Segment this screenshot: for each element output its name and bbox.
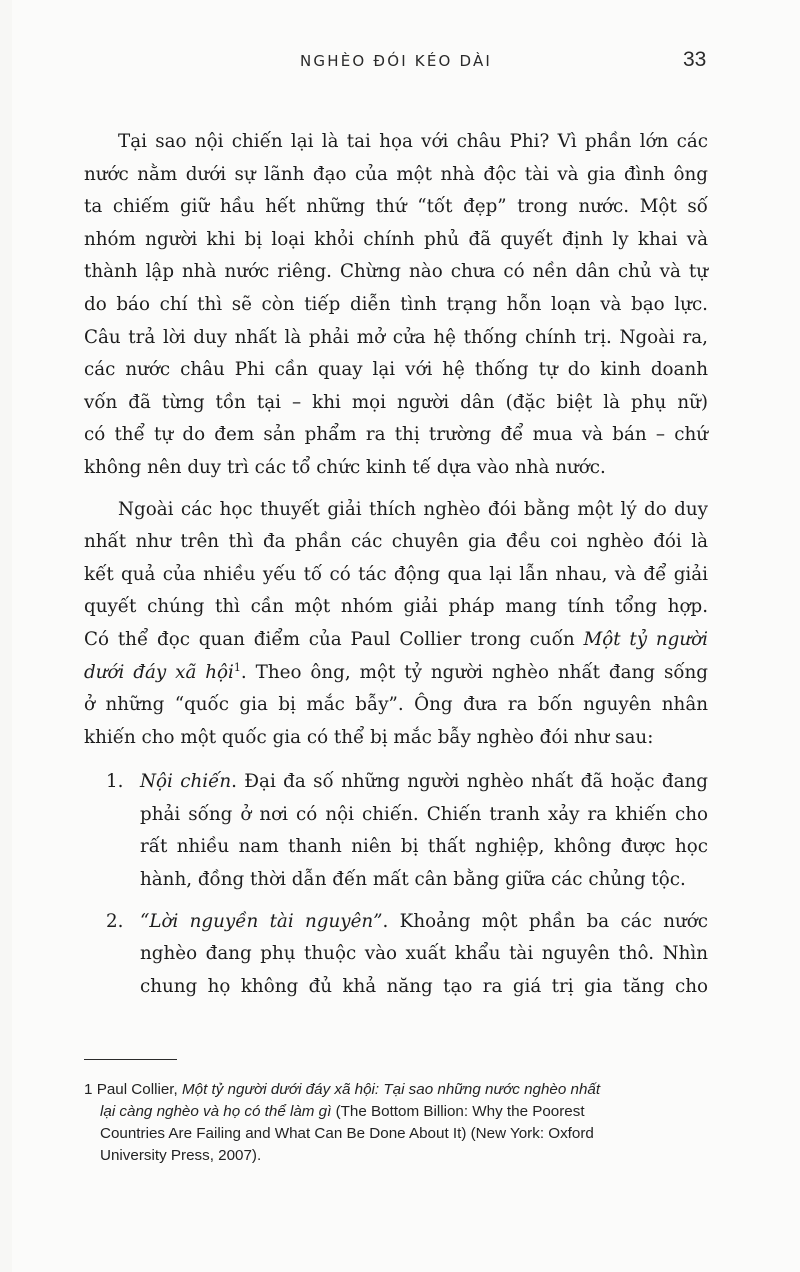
text-line: Ngoài các học thuyết giải thích nghèo đói bằng một lý do duy <box>118 498 708 520</box>
text-line: các nước châu Phi cần quay lại với hệ thống tự do kinh doanh <box>84 359 708 381</box>
running-header <box>0 48 800 78</box>
footnote-author: Paul Collier, <box>96 1081 178 1098</box>
text-segment: Có thể đọc quan điểm của Paul Collier trong cuốn <box>84 628 575 650</box>
text-line: nhất như trên thì đa phần các chuyên gia đều coi nghèo đói là <box>84 531 708 553</box>
footnote-reference[interactable]: 1 <box>233 660 241 674</box>
causes-list <box>84 766 708 1003</box>
text-segment: . Theo ông, một tỷ người nghèo nhất đang sống <box>240 661 708 683</box>
footnote-line: University Press, 2007). <box>100 1147 262 1164</box>
list-number: 2. <box>106 910 124 932</box>
text-line: nước nằm dưới sự lãnh đạo của một nhà độc tài và gia đình ông <box>84 163 708 185</box>
text-line: chung họ không đủ khả năng tạo ra giá trị gia tăng cho <box>140 975 708 997</box>
list-item <box>84 766 708 896</box>
text-line <box>84 624 708 657</box>
paragraph-2 <box>84 494 708 755</box>
text-line: Tại sao nội chiến lại là tai họa với châu Phi? Vì phần lớn các <box>118 131 708 152</box>
text-line: rất nhiều nam thanh niên bị thất nghiệp, không được học <box>140 836 708 858</box>
text-line: hành, đồng thời dẫn đến mất cân bằng giữa các chủng tộc. <box>140 869 686 891</box>
text-line: không nên duy trì các tổ chức kinh tế dựa vào nhà nước. <box>84 456 606 478</box>
body-text <box>84 126 708 1003</box>
text-line: quyết chúng thì cần một nhóm giải pháp mang tính tổng hợp. <box>84 596 708 618</box>
footnote-line <box>84 1079 714 1101</box>
text-line: phải sống ở nơi có nội chiến. Chiến tranh xảy ra khiến cho <box>140 803 708 825</box>
text-line: vốn đã từng tồn tại – khi mọi người dân (đặc biệt là phụ nữ) <box>84 391 708 413</box>
text-line: có thể tự do đem sản phẩm ra thị trường để mua và bán – chứ <box>84 424 708 446</box>
list-term: “Lời nguyền tài nguyên” <box>140 910 383 932</box>
text-line <box>140 906 708 939</box>
book-title: Một tỷ người <box>583 628 708 650</box>
footnote-title: Một tỷ người dưới đáy xã hội: Tại sao những nước nghèo nhất <box>181 1081 601 1098</box>
text-segment: . Đại đa số những người nghèo nhất đã hoặc đang <box>231 771 708 793</box>
text-line: nghèo đang phụ thuộc vào xuất khẩu tài nguyên thô. Nhìn <box>140 943 708 965</box>
text-line: do báo chí thì sẽ còn tiếp diễn tình trạng hỗn loạn và bạo lực. <box>84 293 708 315</box>
footnote-line: Countries Are Failing and What Can Be Done About It) (New York: Oxford <box>100 1125 594 1142</box>
text-segment: . Khoảng một phần ba các nước <box>382 910 709 932</box>
footnote-text: (The Bottom Billion: Why the Poorest <box>331 1103 585 1120</box>
text-line: kết quả của nhiều yếu tố có tác động qua lại lẫn nhau, và để giải <box>84 563 708 585</box>
book-title-cont: dưới đáy xã hội <box>84 661 234 683</box>
text-line: thành lập nhà nước riêng. Chừng nào chưa có nền dân chủ và tự <box>84 261 708 283</box>
footnote <box>84 1079 714 1167</box>
list-term: Nội chiến <box>140 771 232 793</box>
text-line: khiến cho một quốc gia có thể bị mắc bẫy nghèo đói như sau: <box>84 726 654 748</box>
text-line <box>84 657 708 690</box>
page-number: 33 <box>683 48 707 71</box>
text-line: ta chiếm giữ hầu hết những thứ “tốt đẹp” trong nước. Một số <box>84 196 708 218</box>
running-title: NGHÈO ĐÓI KÉO DÀI <box>300 52 493 70</box>
footnote-number: 1 <box>84 1081 93 1098</box>
paragraph-1 <box>84 126 708 485</box>
footnote-title-cont: lại càng nghèo và họ có thể làm gì <box>100 1103 332 1120</box>
footnote-line <box>84 1101 714 1123</box>
text-line: nhóm người khi bị loại khỏi chính phủ đã quyết định ly khai và <box>84 228 708 250</box>
text-line <box>140 766 708 799</box>
text-line: Câu trả lời duy nhất là phải mở cửa hệ thống chính trị. Ngoài ra, <box>84 326 708 348</box>
text-line: ở những “quốc gia bị mắc bẫy”. Ông đưa ra bốn nguyên nhân <box>84 694 708 716</box>
list-number: 1. <box>106 771 124 793</box>
list-item <box>84 906 708 1004</box>
footnote-divider <box>84 1059 177 1060</box>
